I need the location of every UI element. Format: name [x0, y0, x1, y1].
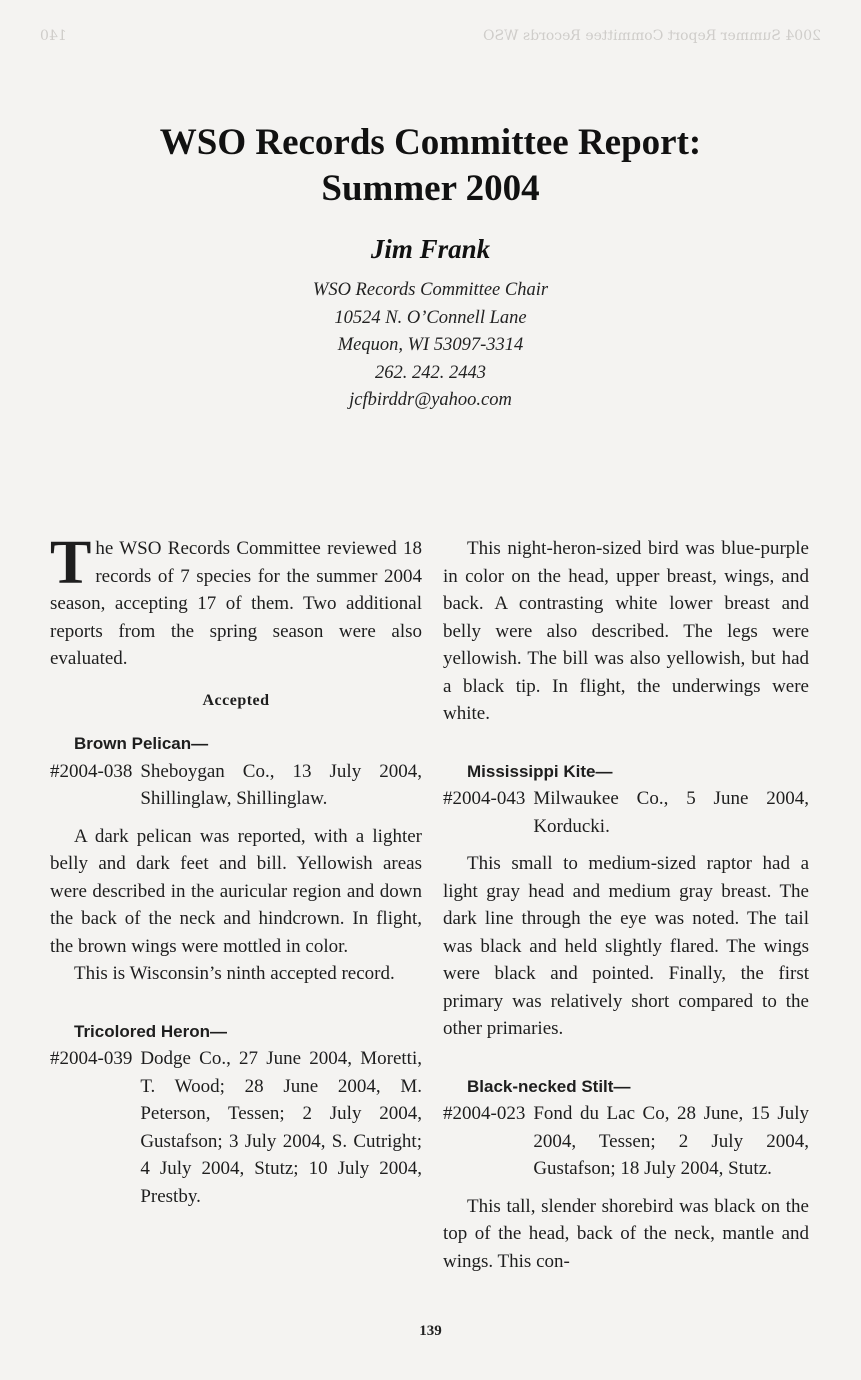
spacer — [50, 988, 422, 1018]
left-column — [50, 529, 422, 1220]
record-entry — [443, 785, 809, 840]
intro-paragraph — [50, 529, 422, 673]
address-line-phone: 262. 242. 2443 — [375, 362, 486, 383]
title-line-1: WSO Records Committee Report: — [159, 122, 702, 163]
spacer — [443, 1043, 809, 1073]
record-details: Milwaukee Co., 5 June 2004, Korducki. — [533, 788, 809, 837]
article-title — [0, 120, 861, 212]
record-entry — [50, 1045, 422, 1210]
spacer — [443, 728, 809, 758]
right-column — [443, 535, 809, 1275]
address-line-street: 10524 N. O’Connell Lane — [334, 307, 527, 328]
title-line-2: Summer 2004 — [321, 168, 540, 209]
drop-cap: T — [50, 529, 92, 597]
record-number: #2004-039 — [50, 1048, 133, 1069]
record-number: #2004-038 — [50, 760, 133, 782]
record-entry — [443, 1100, 809, 1183]
record-details: Fond du Lac Co, 28 June, 15 July 2004, Tessen; 2 July 2004, Gustafson; 18 July 2004, Stutz. — [533, 1103, 809, 1179]
body-paragraph: This is Wisconsin’s ninth accepted record. — [74, 963, 395, 984]
species-heading-black-necked-stilt: Black-necked Stilt— — [467, 1076, 631, 1096]
author-name: Jim Frank — [370, 234, 491, 264]
bleed-through-header — [40, 28, 821, 44]
record-number: #2004-043 — [443, 788, 526, 809]
section-heading-accepted: Accepted — [202, 691, 270, 709]
author-address — [0, 277, 861, 415]
title-block — [0, 120, 861, 415]
ghost-header-left: 2004 Summer Report Committee Records WSO — [483, 28, 821, 44]
record-details: Dodge Co., 27 June 2004, Moretti, T. Wood; 28 June 2004, M. Peterson, Tessen; 2 July 2004, Gustafson; 3 July 2004, S. Cutright; 4 July 2004, Stutz; 10 July 2004, Prestby. — [140, 1048, 422, 1207]
body-paragraph: This night-heron-sized bird was blue-purple in color on the head, upper breast, wings, and back. A contrasting white lower breast and belly were also described. The legs were yellowish. The bill was also yellowish, but had a black tip. In flight, the underwings were white. — [443, 538, 809, 724]
species-heading-brown-pelican: Brown Pelican— — [74, 734, 209, 753]
address-line-city: Mequon, WI 53097-3314 — [337, 335, 524, 355]
body-paragraph: This small to medium-sized raptor had a light gray head and medium gray breast. The dark line through the eye was noted. The tail was black and held slightly flared. The wings were black and pointed. Finally, the first primary was relatively short compared to the other primaries. — [443, 853, 809, 1039]
address-line-email: jcfbirddr@yahoo.com — [349, 390, 512, 410]
record-number: #2004-023 — [443, 1103, 526, 1124]
intro-text: he WSO Records Committee reviewed 18 records of 7 species for the summer 2004 season, accepting 17 of them. Two additional reports from the spring season were also evaluated. — [50, 538, 422, 669]
body-paragraph: A dark pelican was reported, with a lighter belly and dark feet and bill. Yellowish areas were described in the auricular region and down the back of the neck and hindcrown. In flight, the brown wings were mottled in color. — [50, 825, 422, 957]
page-number: 139 — [419, 1323, 442, 1339]
record-details: Sheboygan Co., 13 July 2004, Shillinglaw, Shillinglaw. — [140, 760, 422, 809]
record-entry — [50, 758, 422, 813]
ghost-header-right: 140 — [40, 28, 67, 44]
body-paragraph: This tall, slender shorebird was black on the top of the head, back of the neck, mantle and wings. This con- — [443, 1195, 809, 1272]
species-heading-tricolored-heron: Tricolored Heron— — [74, 1021, 228, 1041]
address-line-title: WSO Records Committee Chair — [312, 280, 549, 300]
species-heading-mississippi-kite: Mississippi Kite— — [467, 761, 613, 781]
